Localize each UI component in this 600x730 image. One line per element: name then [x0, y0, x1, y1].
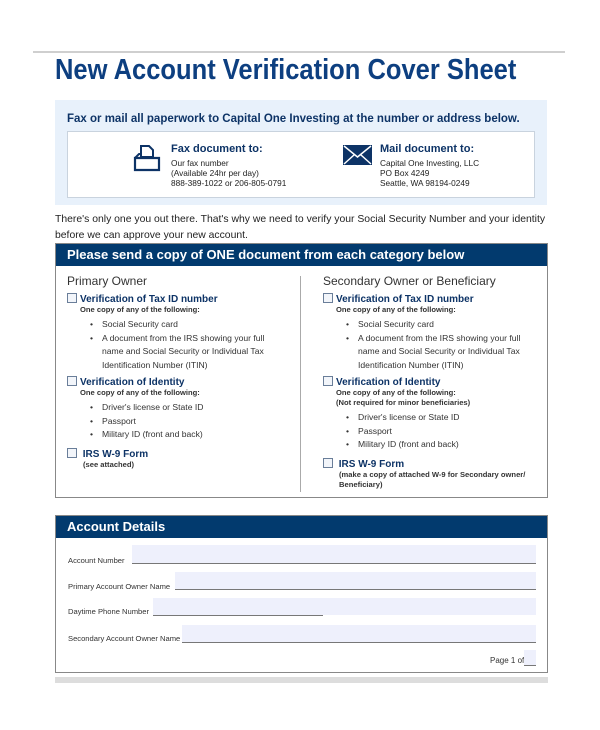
page-title: New Account Verification Cover Sheet [55, 54, 517, 86]
secondary-owner-column [323, 274, 545, 490]
envelope-icon [343, 145, 372, 165]
primary-name-input[interactable] [175, 572, 536, 590]
list-item: • Passport [90, 415, 302, 429]
page-total-input[interactable] [524, 650, 536, 666]
mail-line: Capital One Investing, LLC [380, 158, 480, 168]
list-item: • Social Security card [90, 318, 302, 332]
document-categories [55, 243, 548, 498]
fax-title: Fax document to: [171, 143, 263, 155]
secondary-name-label: Secondary Account Owner Name [68, 634, 181, 643]
checkbox[interactable] [67, 376, 77, 386]
checkbox[interactable] [323, 293, 333, 303]
checkbox[interactable] [323, 458, 333, 468]
mail-line: Seattle, WA 98194-0249 [380, 178, 470, 188]
list-item: • Military ID (front and back) [90, 428, 302, 442]
category-header: Please send a copy of ONE document from each category below [56, 244, 547, 266]
mail-line: PO Box 4249 [380, 168, 430, 178]
checkbox[interactable] [67, 448, 77, 458]
identity-sub: One copy of any of the following: [80, 388, 200, 397]
tax-id-sub: One copy of any of the following: [80, 305, 200, 314]
tax-id-label: Verification of Tax ID number [336, 294, 474, 305]
w9-label: IRS W-9 Form [338, 458, 405, 470]
account-number-label: Account Number [68, 556, 125, 565]
account-number-input[interactable] [132, 545, 536, 564]
account-details [55, 515, 548, 673]
w9-label: IRS W-9 Form [82, 448, 149, 460]
mail-title: Mail document to: [380, 143, 475, 155]
mail-block [380, 143, 479, 188]
list-item: • Social Security card [346, 318, 545, 332]
identity-sub: One copy of any of the following: [336, 388, 456, 397]
list-item: • A document from the IRS showing your full name and Social Security or Individual Tax Identification Number (ITIN) [346, 332, 536, 373]
fax-line: (Available 24hr per day) [171, 168, 259, 178]
secondary-name-input[interactable] [182, 625, 536, 643]
checkbox[interactable] [323, 376, 333, 386]
primary-heading: Primary Owner [67, 274, 148, 288]
top-rule [33, 51, 565, 53]
fax-line: Our fax number [171, 158, 229, 168]
list-item: • A document from the IRS showing your full name and Social Security or Individual Tax Identification Number (ITIN) [90, 332, 280, 373]
phone-input-extension [323, 598, 536, 615]
tax-id-label: Verification of Tax ID number [80, 294, 218, 305]
phone-input[interactable] [153, 598, 323, 616]
list-item: • Passport [346, 425, 545, 439]
identity-label: Verification of Identity [336, 377, 441, 388]
checkbox[interactable] [67, 293, 77, 303]
fax-number: 888-389-1022 or 206-805-0791 [171, 178, 287, 188]
primary-owner-column [67, 274, 302, 470]
page-label: Page 1 of [490, 656, 525, 665]
list-item: • Driver's license or State ID [346, 411, 545, 425]
list-item: • Driver's license or State ID [90, 401, 302, 415]
fax-block [171, 143, 286, 188]
identity-label: Verification of Identity [80, 377, 185, 388]
fax-icon [133, 144, 161, 172]
column-divider [300, 276, 301, 492]
tax-id-sub: One copy of any of the following: [336, 305, 456, 314]
identity-note: (Not required for minor beneficiaries) [336, 398, 471, 407]
w9-sub: (see attached) [83, 459, 135, 469]
bottom-rule [55, 677, 548, 683]
intro-text: There's only one you out there. That's why we need to verify your Social Security Number and your identity before we can approve your new account. [55, 214, 546, 241]
phone-label: Daytime Phone Number [68, 607, 150, 616]
account-header: Account Details [56, 516, 547, 538]
contact-heading: Fax or mail all paperwork to Capital One Investing at the number or address below. [67, 113, 520, 125]
secondary-heading: Secondary Owner or Beneficiary [323, 274, 496, 288]
list-item: • Military ID (front and back) [346, 438, 545, 452]
primary-name-label: Primary Account Owner Name [68, 582, 171, 591]
w9-sub: (make a copy of attached W-9 for Secondary owner/ Beneficiary) [339, 469, 526, 489]
